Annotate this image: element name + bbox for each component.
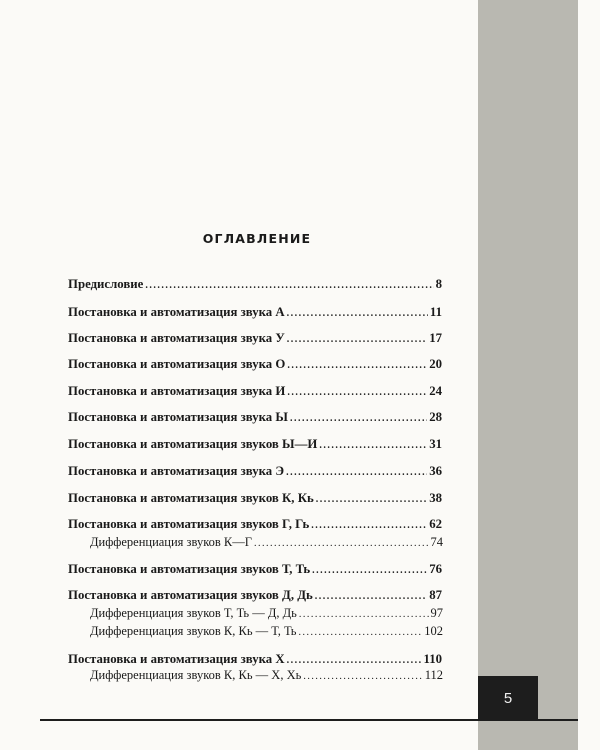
toc-entry-text: Постановка и автоматизация звуков Т, Ть [68, 562, 311, 576]
side-strip [478, 0, 578, 750]
toc-entry-page: 36 [429, 464, 442, 478]
toc-entry-text: Постановка и автоматизация звука Х [68, 652, 285, 666]
toc-entry-text: Постановка и автоматизация звуков Ы—И [68, 437, 318, 451]
toc-entry-page: 76 [429, 562, 442, 576]
toc-entry-page: 62 [429, 517, 442, 531]
leader-dots [287, 385, 427, 401]
toc-entry[interactable] [68, 587, 442, 603]
toc-entry-page: 28 [429, 410, 442, 424]
leader-dots [299, 607, 429, 623]
toc-entry-page: 11 [429, 305, 442, 319]
toc-entry[interactable] [68, 304, 442, 320]
toc-entry-page: 87 [429, 588, 442, 602]
toc-entry-text: Постановка и автоматизация звука И [68, 384, 286, 398]
toc-entry-page: 74 [430, 535, 443, 549]
toc-entry-page: 110 [423, 652, 442, 666]
toc-entry[interactable] [68, 276, 442, 292]
toc-entry[interactable] [68, 383, 442, 399]
toc-entry[interactable] [68, 516, 442, 532]
toc-entry-page: 17 [429, 331, 442, 345]
toc-entry-text: Постановка и автоматизация звука А [68, 305, 285, 319]
toc-entry-text: Дифференциация звуков К, Кь — Т, Ть [90, 624, 297, 638]
toc-entry[interactable] [68, 561, 442, 577]
toc-entry[interactable] [68, 409, 442, 425]
toc-entry-text: Постановка и автоматизация звука Ы [68, 410, 288, 424]
toc-entry-page: 112 [424, 668, 443, 682]
toc-entry-text: Дифференциация звуков Т, Ть — Д, Дь [90, 606, 297, 620]
toc-entry[interactable] [68, 436, 442, 452]
leader-dots [315, 589, 427, 605]
toc-entry-text: Предисловие [68, 277, 144, 291]
leader-dots [311, 518, 427, 534]
toc-entry-text: Постановка и автоматизация звуков Г, Гь [68, 517, 310, 531]
toc-entry[interactable] [68, 356, 442, 372]
leader-dots [286, 465, 427, 481]
toc-entry[interactable] [68, 651, 442, 667]
toc-entry-page: 97 [430, 606, 443, 620]
toc-entry-page: 31 [429, 437, 442, 451]
toc-entry-page: 20 [429, 357, 442, 371]
toc-entry[interactable] [68, 463, 442, 479]
toc-entry-page: 102 [424, 624, 443, 638]
toc-subentry[interactable] [90, 605, 443, 621]
leader-dots [316, 492, 427, 508]
leader-dots [145, 278, 433, 294]
toc-entry-text: Постановка и автоматизация звуков К, Кь [68, 491, 314, 505]
toc-entry-text: Дифференциация звуков К, Кь — Х, Хь [90, 668, 302, 682]
toc-entry-text: Постановка и автоматизация звука О [68, 357, 286, 371]
toc-subentry[interactable] [90, 623, 443, 639]
leader-dots [319, 438, 427, 454]
leader-dots [303, 669, 422, 685]
toc-subentry[interactable] [90, 667, 443, 683]
toc-entry-page: 24 [429, 384, 442, 398]
page-number: 5 [478, 676, 538, 720]
leader-dots [290, 411, 427, 427]
toc-subentry[interactable] [90, 534, 443, 550]
leader-dots [312, 563, 427, 579]
toc-entry-text: Дифференциация звуков К—Г [90, 535, 252, 549]
leader-dots [287, 306, 428, 322]
leader-dots [287, 332, 427, 348]
leader-dots [254, 536, 429, 552]
toc-entry-text: Постановка и автоматизация звуков Д, Дь [68, 588, 313, 602]
toc-entry-text: Постановка и автоматизация звука У [68, 331, 285, 345]
leader-dots [287, 358, 427, 374]
toc-entry-page: 8 [435, 277, 442, 291]
leader-dots [299, 625, 423, 641]
toc-title: ОГЛАВЛЕНИЕ [202, 231, 312, 246]
toc-entry-text: Постановка и автоматизация звука Э [68, 464, 285, 478]
toc-entry-page: 38 [429, 491, 442, 505]
toc-entry[interactable] [68, 330, 442, 346]
toc-entry[interactable] [68, 490, 442, 506]
